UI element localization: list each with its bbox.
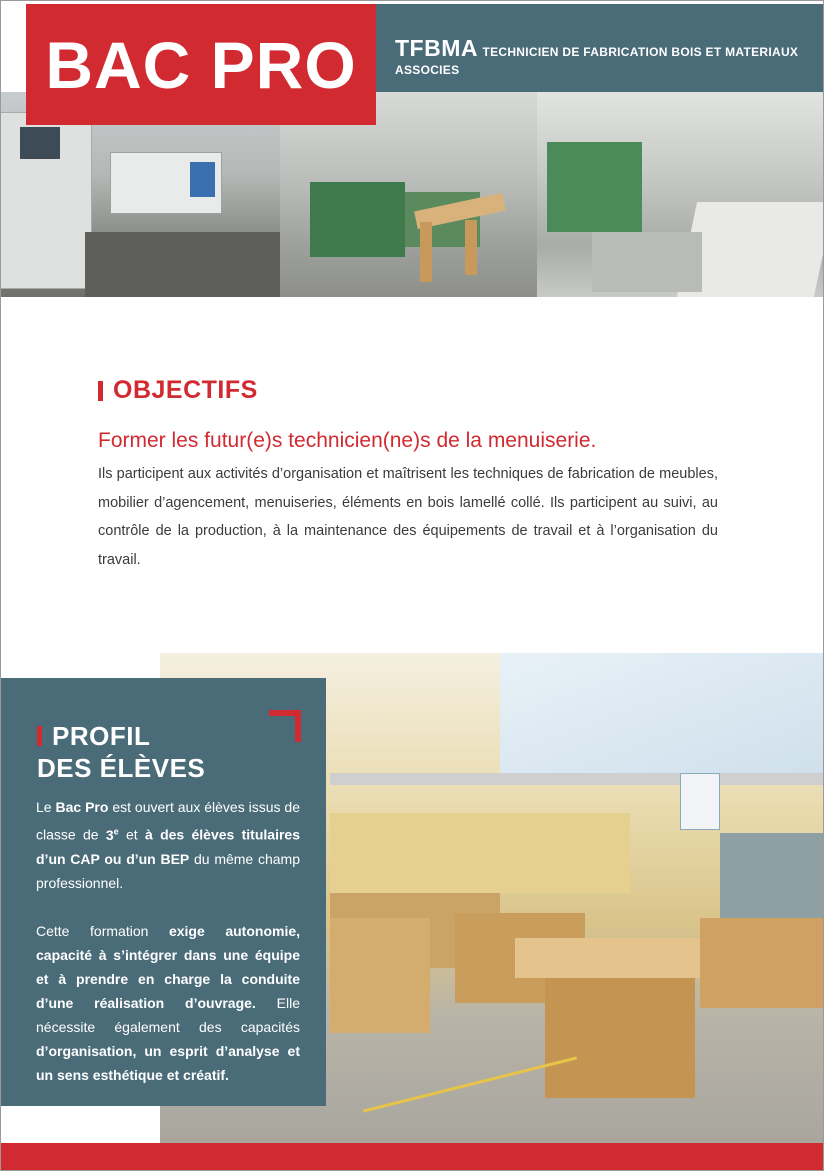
section-marker	[37, 726, 42, 746]
text-run: Elle nécessite également des capacités	[36, 994, 301, 1035]
ceiling-duct	[330, 773, 824, 785]
window-right	[720, 833, 824, 923]
bold-run	[106, 827, 119, 843]
machine-blue-part	[190, 162, 215, 197]
machine-screen	[20, 127, 60, 159]
text-run: est ouvert aux élèves issus de classe de	[36, 799, 300, 843]
workshop-floor	[85, 232, 280, 297]
saw-guard	[592, 232, 702, 292]
text-run: du même champ professionnel.	[36, 850, 300, 891]
profil-box	[0, 678, 326, 1106]
bold-run: Bac Pro	[55, 799, 109, 815]
bold-run: à des élèves titulaires d’un CAP ou d’un BEP	[36, 826, 300, 867]
objectifs-body: Ils participent aux activités d’organisation et maîtrisent les techniques de fabrication de meubles, mobilier d’agencement, menuiseries, éléments en bois lamellé collé. Ils participent au suivi, au contrôle de la production, à la maintenance des équipements de travail et à l’organisation du travail.	[98, 466, 718, 568]
profil-heading-line2: DES ÉLÈVES	[37, 753, 206, 783]
corner-bracket	[269, 710, 301, 742]
text-run: et	[118, 826, 145, 843]
page-title: BAC PRO	[45, 27, 357, 102]
bold-number: 3	[105, 826, 114, 843]
profil-heading	[37, 720, 205, 784]
bottom-band	[0, 1143, 824, 1171]
profil-heading-line1: PROFIL	[52, 721, 151, 751]
text-run: Cette formation	[36, 922, 169, 939]
workbench-right	[700, 918, 824, 1008]
workbench-front	[545, 978, 695, 1098]
sawhorse-leg-2	[465, 220, 477, 275]
objectifs-heading-text: OBJECTIFS	[113, 376, 258, 404]
green-machine	[310, 182, 405, 257]
objectifs-lead: Former les futur(e)s technicien(ne)s de la menuiserie.	[98, 429, 597, 452]
section-marker	[98, 381, 103, 401]
superscript: e	[113, 826, 119, 836]
program-code: TFBMA	[395, 35, 478, 61]
poster	[680, 773, 720, 830]
bold-run: exige autonomie, capacité à s’intégrer dans une équipe et à prendre en charge la conduite d’une réalisation d’ouvrage.	[36, 922, 301, 1011]
program-full-name: TECHNICIEN DE FABRICATION BOIS ET MATERIAUX ASSOCIES	[395, 45, 799, 78]
objectifs-heading	[98, 376, 258, 405]
sawhorse-leg	[420, 222, 432, 282]
back-wall	[330, 813, 630, 893]
skylight	[500, 653, 824, 773]
profil-text	[36, 795, 300, 1111]
photo-panel-saw	[537, 92, 824, 297]
title-block	[26, 4, 376, 125]
bold-run: d’organisation, un esprit d’analyse et un sens esthétique et créatif.	[36, 1042, 300, 1083]
text-run: Le	[36, 799, 56, 815]
profil-paragraph-2	[36, 919, 300, 1087]
profil-paragraph-1	[36, 795, 300, 895]
workbench-left	[330, 918, 430, 1033]
green-saw	[547, 142, 642, 232]
program-title	[395, 36, 815, 79]
